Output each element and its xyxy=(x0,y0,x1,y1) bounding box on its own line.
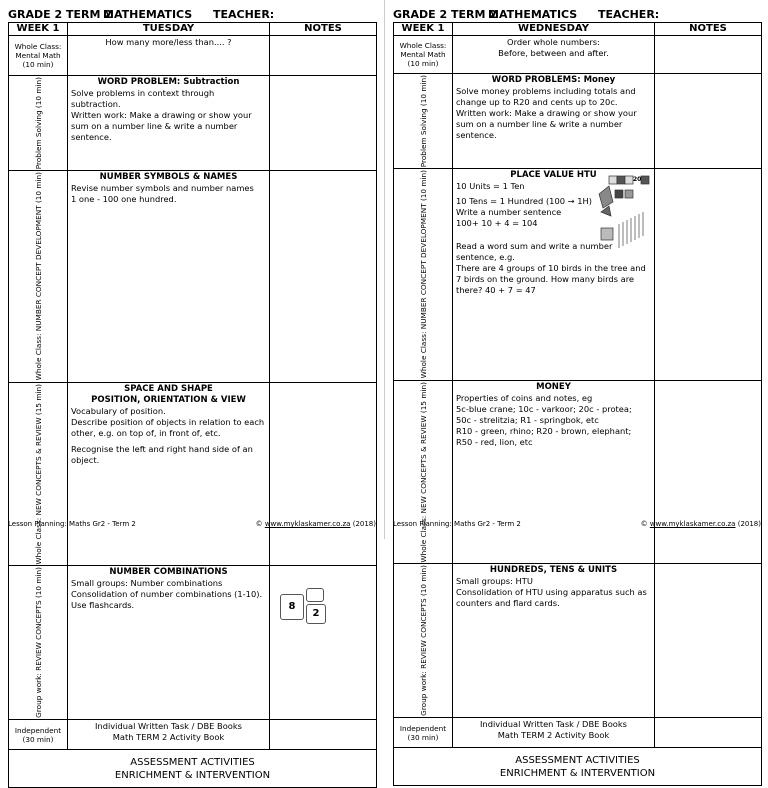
footer-link[interactable]: www.myklaskamer.co.za xyxy=(264,520,351,528)
lesson-title: HUNDREDS, TENS & UNITS xyxy=(489,565,618,576)
table-row xyxy=(9,566,377,720)
category-label: Whole Class: NUMBER CONCEPT DEVELOPMENT (10 min) xyxy=(33,172,43,381)
table-row xyxy=(9,171,377,382)
base-ten-blocks-icon xyxy=(595,172,653,252)
category-cell xyxy=(394,380,453,564)
table-row xyxy=(9,720,377,750)
lesson-cell xyxy=(68,36,270,76)
lesson-cell xyxy=(453,718,655,748)
page-footer xyxy=(393,520,761,528)
teacher-label: TEACHER: xyxy=(213,7,275,21)
lesson-line: There are 4 groups of 10 birds in the tree and 7 birds on the ground. How many birds are there? 40 + 7 = 47 xyxy=(456,263,646,296)
lesson-cell xyxy=(453,564,655,718)
table-row xyxy=(394,748,762,786)
week-header: WEEK 1 xyxy=(394,23,453,36)
lesson-line: Small groups: Number combinations xyxy=(71,578,223,589)
lesson-line: Describe position of objects in relation to each other, e.g. on top of, in front of, etc. xyxy=(71,416,265,438)
table-row xyxy=(394,74,762,169)
assessment-line: ASSESSMENT ACTIVITIES xyxy=(130,756,255,768)
category-cell: Independent (30 min) xyxy=(9,720,68,750)
category-label: Group work: REVIEW CONCEPTS (10 min) xyxy=(418,565,428,717)
page-header xyxy=(8,6,376,22)
day-header: TUESDAY xyxy=(68,23,270,36)
day-header: WEDNESDAY xyxy=(453,23,655,36)
lesson-plan-table xyxy=(393,22,762,786)
category-label: Problem Solving (10 min) xyxy=(418,75,428,168)
category-cell: Independent (30 min) xyxy=(394,718,453,748)
flashcards-image xyxy=(280,588,332,626)
lesson-line: Recognise the left and right hand side of an object. xyxy=(71,443,253,465)
lesson-cell xyxy=(68,382,270,566)
lesson-line: Vocabulary of position. xyxy=(71,405,166,416)
lesson-line: Solve problems in context through subtraction. xyxy=(71,88,215,109)
category-cell xyxy=(394,74,453,169)
page-footer xyxy=(8,520,376,528)
notes-cell xyxy=(270,36,377,76)
category-label: Whole Class: NEW CONCEPTS & REVIEW (15 min) xyxy=(33,383,43,565)
table-row xyxy=(394,36,762,74)
lesson-line: Consolidation of number combinations (1-10). xyxy=(71,589,263,600)
lesson-title: NUMBER COMBINATIONS xyxy=(109,567,228,578)
category-label: Whole Class: NUMBER CONCEPT DEVELOPMENT (10 min) xyxy=(418,170,428,379)
image-label: 20 xyxy=(633,176,642,184)
footer-label: Lesson Planning: Maths Gr2 - Term 2 xyxy=(8,520,136,528)
lesson-line: 1 one - 100 one hundred. xyxy=(71,194,177,205)
notes-cell xyxy=(655,380,762,564)
table-row xyxy=(9,750,377,788)
lesson-line: Use flashcards. xyxy=(71,600,135,611)
category-cell xyxy=(9,76,68,171)
assessment-line: ENRICHMENT & INTERVENTION xyxy=(114,769,271,781)
table-row xyxy=(9,76,377,171)
lesson-line: 100+ 10 + 4 = 104 xyxy=(456,218,538,229)
notes-cell xyxy=(270,382,377,566)
lesson-line: Consolidation of HTU using apparatus such as counters and flard cards. xyxy=(456,587,647,609)
lesson-line: Write a number sentence xyxy=(456,207,562,218)
lesson-cell xyxy=(68,720,270,750)
flashcard xyxy=(306,588,324,602)
notes-cell xyxy=(655,36,762,74)
lesson-line: 5c-blue crane; 10c - varkoor; 20c - protea; xyxy=(456,403,632,414)
table-row xyxy=(394,564,762,718)
footer-copyright: © www.myklaskamer.co.za (2018) xyxy=(255,520,376,528)
lesson-line: Read a word sum and write a number sentence, e.g. xyxy=(456,241,613,263)
lesson-cell xyxy=(68,171,270,382)
flashcard: 8 xyxy=(280,594,304,620)
notes-cell xyxy=(270,171,377,382)
lesson-line: Math TERM 2 Activity Book xyxy=(112,732,225,743)
flashcard: 2 xyxy=(306,604,326,624)
left-page xyxy=(0,0,384,781)
notes-cell xyxy=(655,169,762,380)
lesson-cell xyxy=(453,380,655,564)
category-cell: Whole Class: Mental Math (10 min) xyxy=(9,36,68,76)
subject: MATHEMATICS xyxy=(488,7,578,21)
notes-cell xyxy=(270,566,377,720)
lesson-title: NUMBER SYMBOLS & NAMES xyxy=(99,172,238,183)
lesson-line: Before, between and after. xyxy=(498,48,609,58)
category-cell xyxy=(9,382,68,566)
lesson-line: 10 Tens = 1 Hundred (100 → 1H) xyxy=(456,196,592,207)
notes-cell xyxy=(655,564,762,718)
place-value-image xyxy=(595,172,653,252)
column-header-row xyxy=(9,23,377,36)
category-label: Group work: REVIEW CONCEPTS (10 min) xyxy=(33,567,43,719)
notes-header: NOTES xyxy=(270,23,377,36)
lesson-line: 50c - strelitzia; R1 - springbok, etc xyxy=(456,414,599,425)
lesson-line: Order whole numbers: xyxy=(507,37,600,47)
footer-copyright: © www.myklaskamer.co.za (2018) xyxy=(640,520,761,528)
page-header xyxy=(393,6,761,22)
notes-cell xyxy=(270,76,377,171)
assessment-cell xyxy=(394,748,762,786)
right-page xyxy=(384,0,768,779)
category-cell xyxy=(394,169,453,380)
lesson-cell xyxy=(453,36,655,74)
table-row xyxy=(394,169,762,380)
lesson-title: WORD PROBLEMS: Money xyxy=(491,75,616,85)
lesson-line: Written work: Make a drawing or show your sum on a number line & write a number sentence. xyxy=(71,110,252,142)
lesson-line: Small groups: HTU xyxy=(456,576,533,587)
lesson-line: R10 - green, rhino; R20 - brown, elephant; xyxy=(456,425,632,436)
lesson-title: PLACE VALUE HTU xyxy=(510,170,597,181)
subject: MATHEMATICS xyxy=(103,7,193,21)
lesson-cell xyxy=(68,566,270,720)
assessment-line: ENRICHMENT & INTERVENTION xyxy=(499,767,656,779)
teacher-label: TEACHER: xyxy=(598,7,660,21)
table-row xyxy=(394,380,762,564)
footer-link[interactable]: www.myklaskamer.co.za xyxy=(649,520,736,528)
lesson-line: 10 Units = 1 Ten xyxy=(456,181,525,192)
lesson-line: Written work: Make a drawing or show your sum on a number line & write a number sentence. xyxy=(456,108,637,140)
category-cell xyxy=(9,171,68,382)
lesson-line: Individual Written Task / DBE Books xyxy=(94,721,242,732)
lesson-cell xyxy=(453,74,655,169)
lesson-line: Solve money problems including totals and change up to R20 and cents up to 20c. xyxy=(456,86,636,107)
lesson-line: Individual Written Task / DBE Books xyxy=(479,719,627,730)
table-row xyxy=(394,718,762,748)
footer-label: Lesson Planning: Maths Gr2 - Term 2 xyxy=(393,520,521,528)
table-row xyxy=(9,36,377,76)
grade-term: GRADE 2 TERM 2 xyxy=(8,7,112,21)
lesson-cell xyxy=(453,169,655,380)
notes-cell xyxy=(270,720,377,750)
lesson-line: Math TERM 2 Activity Book xyxy=(497,730,610,741)
category-cell xyxy=(394,564,453,718)
lesson-line: Revise number symbols and number names xyxy=(71,183,254,194)
category-label: Problem Solving (10 min) xyxy=(33,77,43,170)
lesson-plan-table xyxy=(8,22,377,788)
column-header-row xyxy=(394,23,762,36)
lesson-line: R50 - red, lion, etc xyxy=(456,436,533,447)
notes-cell xyxy=(655,74,762,169)
lesson-cell xyxy=(68,76,270,171)
lesson-title: MONEY xyxy=(536,381,571,392)
lesson-subtitle: POSITION, ORIENTATION & VIEW xyxy=(91,394,246,405)
category-cell: Whole Class: Mental Math (10 min) xyxy=(394,36,453,74)
table-row xyxy=(9,382,377,566)
assessment-cell xyxy=(9,750,377,788)
notes-cell xyxy=(655,718,762,748)
lesson-title: WORD PROBLEM: Subtraction xyxy=(97,77,240,87)
week-header: WEEK 1 xyxy=(9,23,68,36)
category-cell xyxy=(9,566,68,720)
lesson-text: How many more/less than.... ? xyxy=(105,37,232,47)
grade-term: GRADE 2 TERM 2 xyxy=(393,7,497,21)
notes-header: NOTES xyxy=(655,23,762,36)
lesson-title: SPACE AND SHAPE xyxy=(124,383,213,394)
category-label: Whole Class: NEW CONCEPTS & REVIEW (15 min) xyxy=(418,381,428,563)
lesson-line: Properties of coins and notes, eg xyxy=(456,392,593,403)
assessment-line: ASSESSMENT ACTIVITIES xyxy=(515,754,640,766)
